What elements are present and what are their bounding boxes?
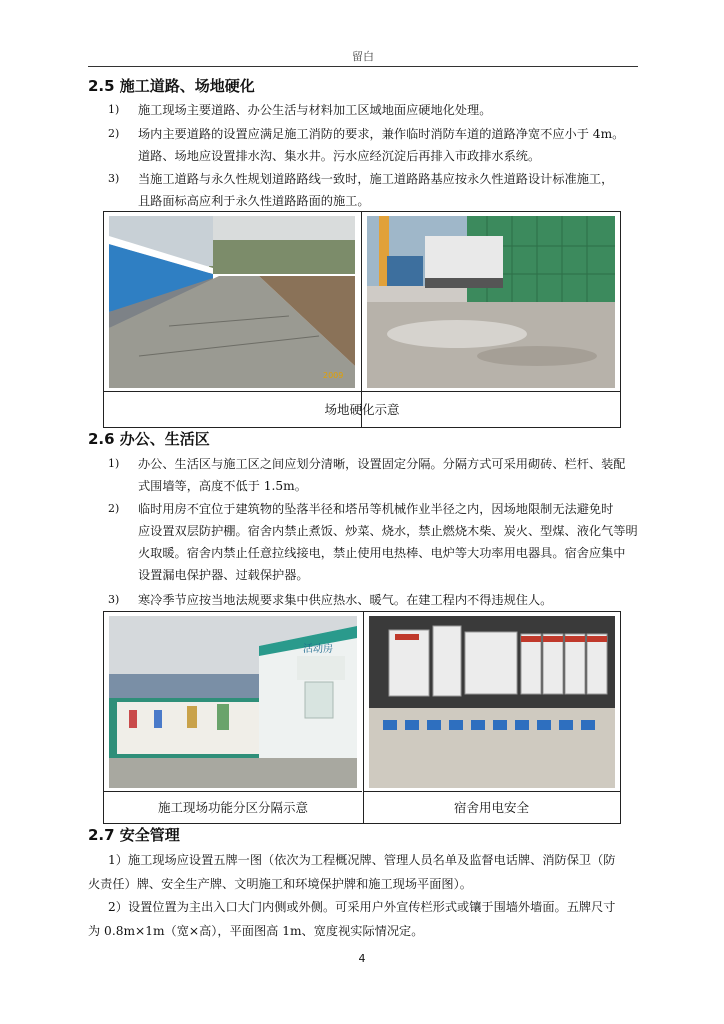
section-heading-2-6: 2.6 办公、生活区 xyxy=(88,430,210,448)
figure-caption-right: 宿舍用电安全 xyxy=(363,791,620,824)
figure-caption: 场地硬化示意 xyxy=(104,391,620,428)
figure-caption-left: 施工现场功能分区分隔示意 xyxy=(104,791,362,824)
paragraph: 2）设置位置为主出入口大门内侧或外侧。可采用户外宣传栏形式或镶于围墙外墙面。五牌尺寸 为 0.8m×1m（宽×高），平面图高 1m、宽度视实际情况定。 xyxy=(88,900,616,938)
electrical-panel-photo xyxy=(369,616,615,788)
photo-date-stamp: 2009 xyxy=(323,371,344,380)
paved-site-photo xyxy=(367,216,615,388)
page-header xyxy=(88,48,638,67)
page-number: 4 xyxy=(358,952,366,965)
sign-text: 活动房 xyxy=(303,644,333,655)
section-heading-2-5: 2.5 施工道路、场地硬化 xyxy=(88,77,255,95)
figure-living-area xyxy=(103,611,621,824)
partition-wall-photo xyxy=(109,616,357,788)
road-photo xyxy=(109,216,355,388)
figure-site-hardening xyxy=(103,211,621,428)
section-heading-2-7: 2.7 安全管理 xyxy=(88,826,180,844)
paragraph: 1）施工现场应设置五牌一图（依次为工程概况牌、管理人员名单及监督电话牌、消防保卫（防 火责任）牌、安全生产牌、文明施工和环境保护牌和施工现场平面图）。 xyxy=(88,853,616,891)
header-text: 留白 xyxy=(352,50,374,63)
